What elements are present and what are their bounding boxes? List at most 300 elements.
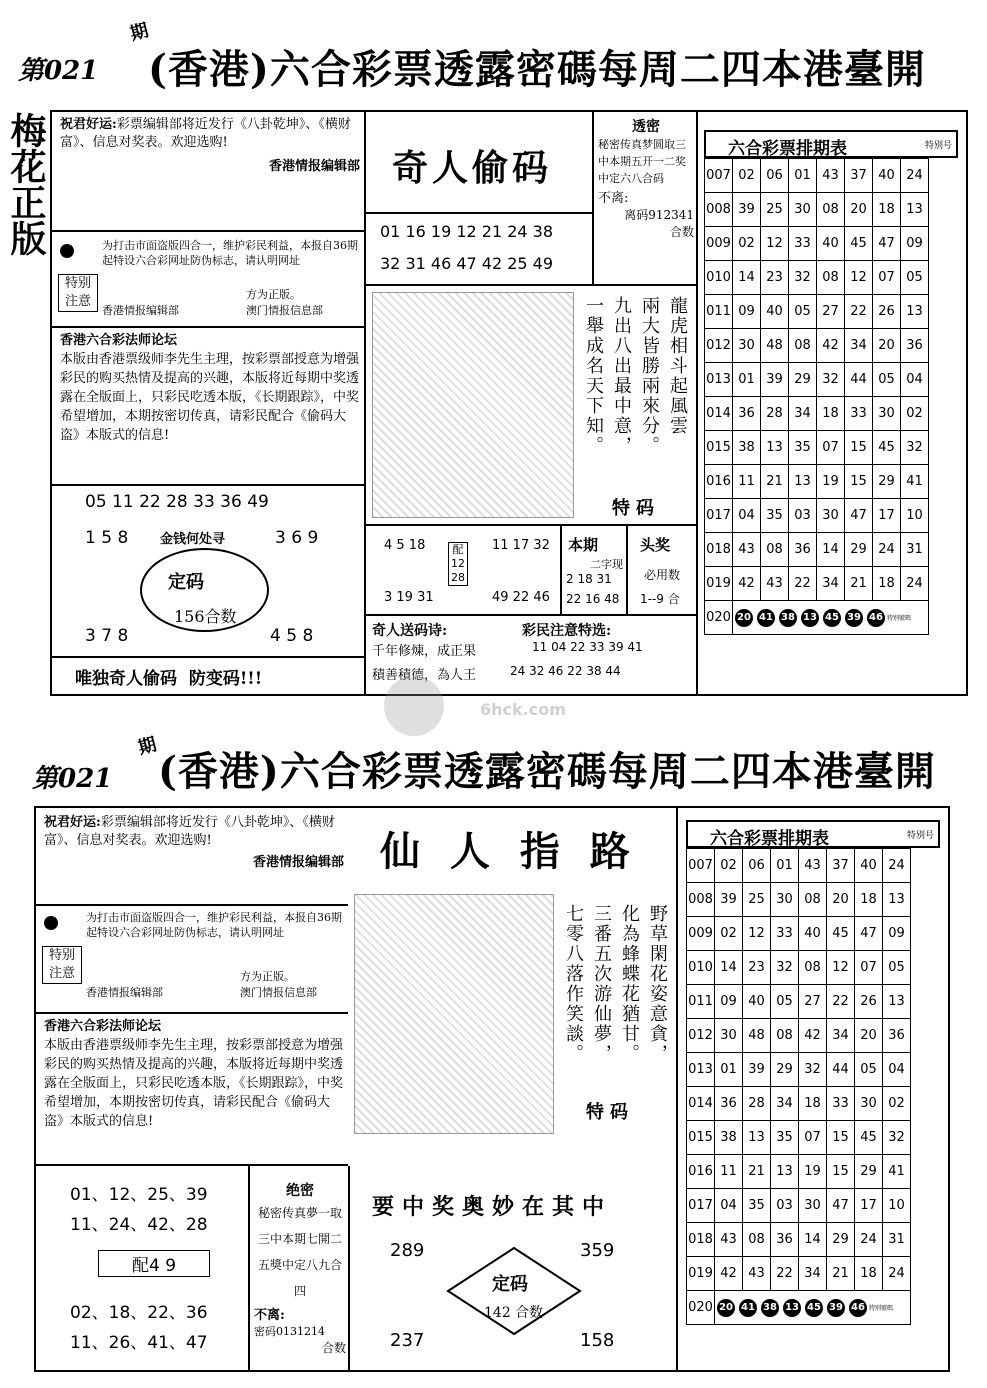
benqi-sub: 二字现 (590, 558, 623, 571)
schedule-number-cell: 47 (827, 1189, 855, 1223)
schedule-number-cell: 01 (715, 1053, 743, 1087)
schedule-number-cell: 36 (733, 397, 761, 431)
schedule-number-cell: 08 (799, 883, 827, 917)
schedule-number-cell: 08 (799, 951, 827, 985)
tezhu-title: 彩民注意特选: (522, 623, 612, 639)
schedule-number-cell: 30 (799, 1189, 827, 1223)
heshu-142: 142 合数 (484, 1305, 544, 1321)
poem-line: 兩大皆勝兩來分。 (639, 296, 660, 456)
schedule-number-cell: 20 (873, 329, 901, 363)
schedule-row (705, 397, 929, 431)
forum-box-bottom (44, 1018, 344, 1131)
schedule-number-cell: 34 (827, 1019, 855, 1053)
schedule-number-cell: 02 (715, 849, 743, 883)
schedule-row (705, 567, 929, 601)
schedule-number-cell: 10 (901, 499, 929, 533)
schedule-number-cell: 05 (901, 261, 929, 295)
schedule-number-cell: 01 (789, 159, 817, 193)
ball-number: 46 (867, 609, 885, 627)
schedule-special: 特别号 (924, 141, 952, 151)
schedule-issue-cell: 018 (705, 533, 733, 567)
schedule-number-cell: 02 (733, 227, 761, 261)
schedule-number-cell: 48 (743, 1019, 771, 1053)
pei-left-2: 3 19 31 (384, 590, 434, 605)
watermark-logo-icon (384, 676, 444, 736)
schedule-number-cell: 43 (743, 1257, 771, 1291)
heshu-156: 156合数 (174, 607, 237, 626)
schedule-number-cell: 12 (845, 261, 873, 295)
schedule-number-cell: 13 (761, 431, 789, 465)
triple-left-top: 1 5 8 (85, 528, 129, 548)
schedule-number-cell: 11 (733, 465, 761, 499)
juemi-buli: 不离: (254, 1308, 285, 1323)
triple-br-top: 4 5 8 (270, 626, 314, 646)
schedule-number-cell: 35 (789, 431, 817, 465)
notice-body: 为打击市面盗版四合一，维护彩民利益，本报自36期起特设六合彩网址防伪标志，请认明网址 (102, 239, 358, 267)
schedule-number-cell: 47 (873, 227, 901, 261)
schedule-number-cell: 30 (715, 1019, 743, 1053)
header-title-top: (香港)六合彩票透露密碼每周二四本港臺開 (148, 46, 926, 93)
benqi-title: 本期 (568, 536, 599, 554)
nums-1: 01、12、25、39 (70, 1185, 208, 1205)
nums-4: 11、26、41、47 (70, 1333, 208, 1353)
poem-line: 七零八落作笑談。 (563, 904, 584, 1064)
schedule-number-cell: 21 (827, 1257, 855, 1291)
schedule-table-top (704, 158, 929, 635)
schedule-number-cell: 45 (845, 227, 873, 261)
schedule-number-cell: 28 (761, 397, 789, 431)
schedule-issue-cell: 007 (687, 849, 715, 883)
schedule-number-cell: 40 (743, 985, 771, 1019)
schedule-number-cell: 09 (715, 985, 743, 1019)
schedule-row (687, 1087, 911, 1121)
poem-line: 九出八出最中意， (611, 296, 632, 456)
schedule-issue-cell: 017 (687, 1189, 715, 1223)
schedule-number-cell: 43 (733, 533, 761, 567)
schedule-number-cell: 33 (827, 1087, 855, 1121)
schedule-number-cell: 41 (901, 465, 929, 499)
schedule-number-cell: 24 (855, 1223, 883, 1257)
schedule-number-cell: 25 (743, 883, 771, 917)
schedule-number-cell: 20 (845, 193, 873, 227)
schedule-number-cell: 04 (733, 499, 761, 533)
greeting-box-bottom (44, 814, 344, 904)
schedule-row (705, 295, 929, 329)
poem-line: 化為蜂蝶花猶甘。 (619, 904, 640, 1064)
illustration-rider-top (372, 292, 574, 518)
schedule-number-cell: 43 (799, 849, 827, 883)
schedule-number-cell: 40 (855, 849, 883, 883)
tr-number: 359 (580, 1240, 615, 1261)
schedule-number-cell: 22 (827, 985, 855, 1019)
schedule-number-cell: 27 (817, 295, 845, 329)
tezhu-2: 24 32 46 22 38 44 (510, 664, 621, 678)
schedule-number-cell: 07 (799, 1121, 827, 1155)
schedule-number-cell: 12 (743, 917, 771, 951)
greeting-title: 祝君好运: (44, 815, 101, 830)
schedule-number-cell: 17 (855, 1189, 883, 1223)
schedule-number-cell: 13 (883, 985, 911, 1019)
schedule-number-cell: 24 (901, 567, 929, 601)
arc-text-bottom: 要中奖奥妙在其中 (372, 1194, 613, 1220)
schedule-number-cell: 05 (771, 985, 799, 1019)
schedule-number-cell: 45 (855, 1121, 883, 1155)
schedule-number-cell: 29 (855, 1155, 883, 1189)
bomb-icon (60, 244, 74, 258)
benqi-1: 2 18 31 (566, 572, 612, 586)
schedule-number-cell: 24 (883, 849, 911, 883)
schedule-number-cell: 30 (855, 1087, 883, 1121)
schedule-number-cell: 35 (771, 1121, 799, 1155)
schedule-title: 六合彩票排期表 (710, 829, 829, 849)
schedule-number-cell: 29 (845, 533, 873, 567)
schedule-number-cell: 28 (743, 1087, 771, 1121)
center-title-top: 奇人偷码 (392, 147, 553, 189)
greeting-sign: 香港情报编辑部 (252, 855, 344, 870)
toumi-buli-code: 离码912341 (624, 208, 694, 222)
schedule-number-cell: 19 (799, 1155, 827, 1189)
schedule-row (687, 951, 911, 985)
schedule-number-cell: 40 (817, 227, 845, 261)
schedule-number-cell: 42 (817, 329, 845, 363)
schedule-number-cell: 08 (743, 1223, 771, 1257)
notice-dept2: 澳门情报信息部 (240, 986, 317, 999)
schedule-number-cell: 40 (799, 917, 827, 951)
schedule-number-cell: 22 (789, 567, 817, 601)
schedule-number-cell: 01 (733, 363, 761, 397)
schedule-number-cell: 34 (771, 1087, 799, 1121)
schedule-number-cell: 12 (827, 951, 855, 985)
schedule-number-cell: 29 (827, 1223, 855, 1257)
schedule-issue-cell: 010 (687, 951, 715, 985)
juemi-buli-code: 密码0131214 (254, 1325, 325, 1338)
schedule-number-cell: 08 (761, 533, 789, 567)
benqi-2: 22 16 48 (566, 592, 620, 606)
ball-number: 45 (805, 1299, 823, 1317)
schedule-number-cell: 39 (743, 1053, 771, 1087)
br-number: 158 (580, 1330, 615, 1351)
greeting-title: 祝君好运: (60, 117, 117, 132)
schedule-number-cell: 09 (733, 295, 761, 329)
schedule-number-cell: 34 (789, 397, 817, 431)
schedule-number-cell: 43 (817, 159, 845, 193)
schedule-table-bottom (686, 848, 911, 1325)
pei-left-1: 4 5 18 (384, 538, 426, 553)
notice-dept2: 澳门情报信息部 (246, 304, 323, 317)
juemi-heshu: 合数 (321, 1341, 346, 1355)
center-title-bottom: 仙 人 指 路 (380, 828, 638, 875)
schedule-issue-cell: 008 (687, 883, 715, 917)
forum-box (60, 332, 360, 445)
greeting-body: 彩票编辑部将近发行《八卦乾坤》、《横财富》、信息对奖表。欢迎选购! (44, 815, 335, 848)
schedule-number-cell: 05 (873, 363, 901, 397)
notice-label: 特别注意 (42, 946, 82, 984)
schedule-number-cell: 31 (883, 1223, 911, 1257)
schedule-row (687, 883, 911, 917)
bomb-icon (44, 916, 58, 930)
issue-number-top: 第021 (18, 56, 99, 86)
notice-box (56, 238, 362, 324)
toujiang-range: 1--9 合 (640, 592, 680, 606)
schedule-number-cell: 05 (855, 1053, 883, 1087)
schedule-number-cell: 34 (817, 567, 845, 601)
arc-text-top: 金钱何处寻 (160, 532, 226, 547)
schedule-number-cell: 20 (855, 1019, 883, 1053)
toumi-box (598, 116, 694, 240)
schedule-issue-cell: 015 (705, 431, 733, 465)
schedule-number-cell: 09 (883, 917, 911, 951)
schedule-number-cell: 27 (799, 985, 827, 1019)
schedule-number-cell: 07 (855, 951, 883, 985)
schedule-number-cell: 44 (845, 363, 873, 397)
forum-body: 本版由香港票级师李先生主理，按彩票部授意为增强彩民的购买热情及提高的兴趣，本版将近每期中奖透露在全版面上，只彩民吃透本版，《长期跟踪》，中奖希望增加，本期按密切传真，请彩民配合《偷码大盗》本版式的信息! (44, 1038, 344, 1129)
schedule-number-cell: 43 (715, 1223, 743, 1257)
schedule-number-cell: 01 (771, 849, 799, 883)
schedule-number-cell: 02 (715, 917, 743, 951)
schedule-issue-cell: 011 (687, 985, 715, 1019)
schedule-number-cell: 02 (733, 159, 761, 193)
schedule-number-cell: 02 (901, 397, 929, 431)
notice-official: 方为正版。 (240, 970, 295, 983)
ball-number: 39 (827, 1299, 845, 1317)
nums-3: 02、18、22、36 (70, 1303, 208, 1323)
schedule-issue-cell: 011 (705, 295, 733, 329)
schedule-issue-cell: 017 (705, 499, 733, 533)
ball-number: 41 (739, 1299, 757, 1317)
schedule-number-cell: 30 (817, 499, 845, 533)
schedule-number-cell: 13 (901, 295, 929, 329)
center-numbers-2: 32 31 46 47 42 25 49 (380, 254, 554, 273)
schedule-number-cell: 13 (743, 1121, 771, 1155)
special-number-label: 特別號碼 (887, 614, 912, 622)
schedule-number-cell: 29 (771, 1053, 799, 1087)
schedule-number-cell: 40 (873, 159, 901, 193)
schedule-number-cell: 06 (761, 159, 789, 193)
schedule-number-cell: 18 (873, 567, 901, 601)
songma-2: 積善積德，為人王 (372, 668, 477, 683)
schedule-row (705, 499, 929, 533)
ball-number: 20 (735, 609, 753, 627)
ball-number: 38 (761, 1299, 779, 1317)
songma-1: 千年修煉，成正果 (372, 644, 477, 659)
schedule-number-cell: 14 (715, 951, 743, 985)
schedule-number-cell: 48 (761, 329, 789, 363)
ball-number: 46 (849, 1299, 867, 1317)
greeting-box (60, 116, 360, 226)
schedule-number-cell: 38 (715, 1121, 743, 1155)
notice-dept1: 香港情报编辑部 (102, 304, 179, 317)
schedule-number-cell: 41 (883, 1155, 911, 1189)
schedule-row (687, 1189, 911, 1223)
schedule-number-cell: 25 (761, 193, 789, 227)
schedule-issue-cell: 012 (705, 329, 733, 363)
schedule-number-cell: 30 (789, 193, 817, 227)
schedule-row (705, 329, 929, 363)
schedule-number-cell: 35 (743, 1189, 771, 1223)
schedule-number-cell: 18 (873, 193, 901, 227)
schedule-number-cell: 06 (743, 849, 771, 883)
schedule-number-cell: 23 (743, 951, 771, 985)
schedule-number-cell: 32 (771, 951, 799, 985)
bl-number: 237 (390, 1330, 425, 1351)
schedule-issue-cell: 014 (687, 1087, 715, 1121)
schedule-number-cell: 42 (715, 1257, 743, 1291)
schedule-number-cell: 24 (873, 533, 901, 567)
notice-box-bottom (40, 910, 346, 999)
schedule-issue-cell: 020 (687, 1291, 715, 1325)
schedule-number-cell: 13 (901, 193, 929, 227)
schedule-number-cell: 37 (845, 159, 873, 193)
schedule-number-cell: 30 (873, 397, 901, 431)
juemi-body: 秘密传真夢一取三中本期七開二五獎中定八九合四 (257, 1206, 342, 1298)
schedule-number-cell: 03 (771, 1189, 799, 1223)
schedule-row (705, 363, 929, 397)
toumi-heshu: 合数 (669, 225, 694, 239)
schedule-row (705, 431, 929, 465)
notice-official: 方为正版。 (246, 288, 301, 301)
schedule-row (705, 261, 929, 295)
schedule-number-cell: 39 (761, 363, 789, 397)
greeting-sign: 香港情报编辑部 (268, 159, 360, 174)
schedule-number-cell: 15 (827, 1121, 855, 1155)
schedule-number-cell: 13 (883, 883, 911, 917)
schedule-number-cell: 08 (771, 1019, 799, 1053)
schedule-number-cell: 14 (817, 533, 845, 567)
schedule-row (705, 533, 929, 567)
schedule-number-cell: 22 (845, 295, 873, 329)
schedule-bottom (686, 820, 940, 1325)
schedule-number-cell: 36 (771, 1223, 799, 1257)
forum-title: 香港六合彩法师论坛 (60, 333, 178, 348)
schedule-top (704, 130, 958, 635)
schedule-row (687, 1121, 911, 1155)
schedule-issue-cell: 007 (705, 159, 733, 193)
schedule-number-cell: 05 (789, 295, 817, 329)
schedule-issue-cell: 012 (687, 1019, 715, 1053)
nums-2: 11、24、42、28 (70, 1215, 208, 1235)
schedule-row (705, 159, 929, 193)
schedule-issue-cell: 008 (705, 193, 733, 227)
juemi-box (254, 1180, 346, 1356)
schedule-row (687, 1223, 911, 1257)
songma-title: 奇人送码诗: (372, 623, 448, 639)
schedule-number-cell: 15 (845, 465, 873, 499)
schedule-number-cell: 36 (715, 1087, 743, 1121)
header-title-bottom: (香港)六合彩票透露密碼每周二四本港臺開 (158, 748, 936, 795)
notice-label: 特别注意 (58, 274, 98, 312)
schedule-number-cell: 10 (883, 1189, 911, 1223)
schedule-number-cell: 08 (817, 261, 845, 295)
schedule-number-cell: 07 (817, 431, 845, 465)
schedule-number-cell: 19 (817, 465, 845, 499)
schedule-issue-cell: 013 (687, 1053, 715, 1087)
tezhu-1: 11 04 22 33 39 41 (532, 640, 643, 654)
issue-number-bottom: 第021 (32, 764, 113, 794)
schedule-number-cell: 11 (715, 1155, 743, 1189)
schedule-number-cell: 12 (761, 227, 789, 261)
schedule-number-cell: 18 (855, 1257, 883, 1291)
juemi-title: 绝密 (286, 1183, 314, 1199)
schedule-number-cell: 05 (883, 951, 911, 985)
toumi-body: 秘密传真梦圆取三中本期五开一二奖中定六八合码 (598, 138, 686, 185)
schedule-number-cell: 45 (827, 917, 855, 951)
issue-qi-bottom: 期 (135, 733, 159, 759)
schedule-row (705, 193, 929, 227)
schedule-row (687, 985, 911, 1019)
tl-number: 289 (390, 1240, 425, 1261)
schedule-row (687, 849, 911, 883)
schedule-row-latest (705, 601, 929, 635)
ball-number: 39 (845, 609, 863, 627)
schedule-number-cell: 26 (855, 985, 883, 1019)
poem-line: 龍虎相斗起風雲 (667, 296, 688, 436)
schedule-number-cell: 30 (771, 883, 799, 917)
poem-bottom (556, 904, 670, 1084)
schedule-row (705, 227, 929, 261)
center-numbers-1: 01 16 19 12 21 24 38 (380, 222, 554, 241)
schedule-title: 六合彩票排期表 (728, 139, 847, 159)
pei-mid: 配 12 28 (448, 542, 468, 586)
schedule-issue-cell: 019 (687, 1257, 715, 1291)
schedule-number-cell: 21 (845, 567, 873, 601)
schedule-issue-cell: 019 (705, 567, 733, 601)
ball-number: 45 (823, 609, 841, 627)
toumi-title: 透密 (632, 119, 660, 135)
schedule-issue-cell: 014 (705, 397, 733, 431)
forum-title: 香港六合彩法师论坛 (44, 1019, 162, 1034)
schedule-number-cell: 24 (883, 1257, 911, 1291)
schedule-row (687, 1053, 911, 1087)
schedule-issue-cell: 015 (687, 1121, 715, 1155)
schedule-number-cell: 39 (715, 883, 743, 917)
illustration-fairy-bottom (354, 894, 554, 1134)
schedule-number-cell: 43 (761, 567, 789, 601)
schedule-issue-cell: 020 (705, 601, 733, 635)
schedule-number-cell: 24 (901, 159, 929, 193)
schedule-number-cell: 04 (901, 363, 929, 397)
schedule-number-cell: 42 (799, 1019, 827, 1053)
schedule-number-cell: 08 (817, 193, 845, 227)
schedule-number-cell: 32 (799, 1053, 827, 1087)
schedule-number-cell: 47 (845, 499, 873, 533)
forum-body: 本版由香港票级师李先生主理，按彩票部授意为增强彩民的购买热情及提高的兴趣，本版将近每期中奖透露在全版面上，只彩民吃透本版，《长期跟踪》，中奖希望增加，本期按密切传真，请彩民配合《偷码大盗》本版式的信息! (60, 352, 360, 443)
schedule-number-cell: 38 (733, 431, 761, 465)
schedule-number-cell: 40 (761, 295, 789, 329)
schedule-number-cell: 47 (855, 917, 883, 951)
schedule-special: 特别号 (906, 831, 934, 841)
schedule-number-cell: 33 (845, 397, 873, 431)
ball-number: 13 (783, 1299, 801, 1317)
triple-right-top: 3 6 9 (275, 528, 319, 548)
schedule-number-cell: 31 (901, 533, 929, 567)
schedule-number-cell: 03 (789, 499, 817, 533)
schedule-number-cell: 18 (855, 883, 883, 917)
poem-line: 一舉成名天下知。 (583, 296, 604, 456)
schedule-row (687, 1257, 911, 1291)
schedule-number-cell: 29 (873, 465, 901, 499)
notice-dept1: 香港情报编辑部 (86, 986, 163, 999)
issue-qi-top: 期 (127, 19, 151, 45)
pei-right-1: 11 17 32 (492, 538, 550, 553)
toujiang-title: 头奖 (640, 536, 671, 554)
schedule-number-cell: 23 (761, 261, 789, 295)
schedule-number-cell: 13 (789, 465, 817, 499)
schedule-number-cell: 18 (817, 397, 845, 431)
schedule-number-cell: 37 (827, 849, 855, 883)
side-label: 梅花正版 (5, 112, 47, 256)
greeting-body: 彩票编辑部将近发行《八卦乾坤》、《横财富》、信息对奖表。欢迎选购! (60, 117, 351, 150)
schedule-number-cell: 34 (799, 1257, 827, 1291)
